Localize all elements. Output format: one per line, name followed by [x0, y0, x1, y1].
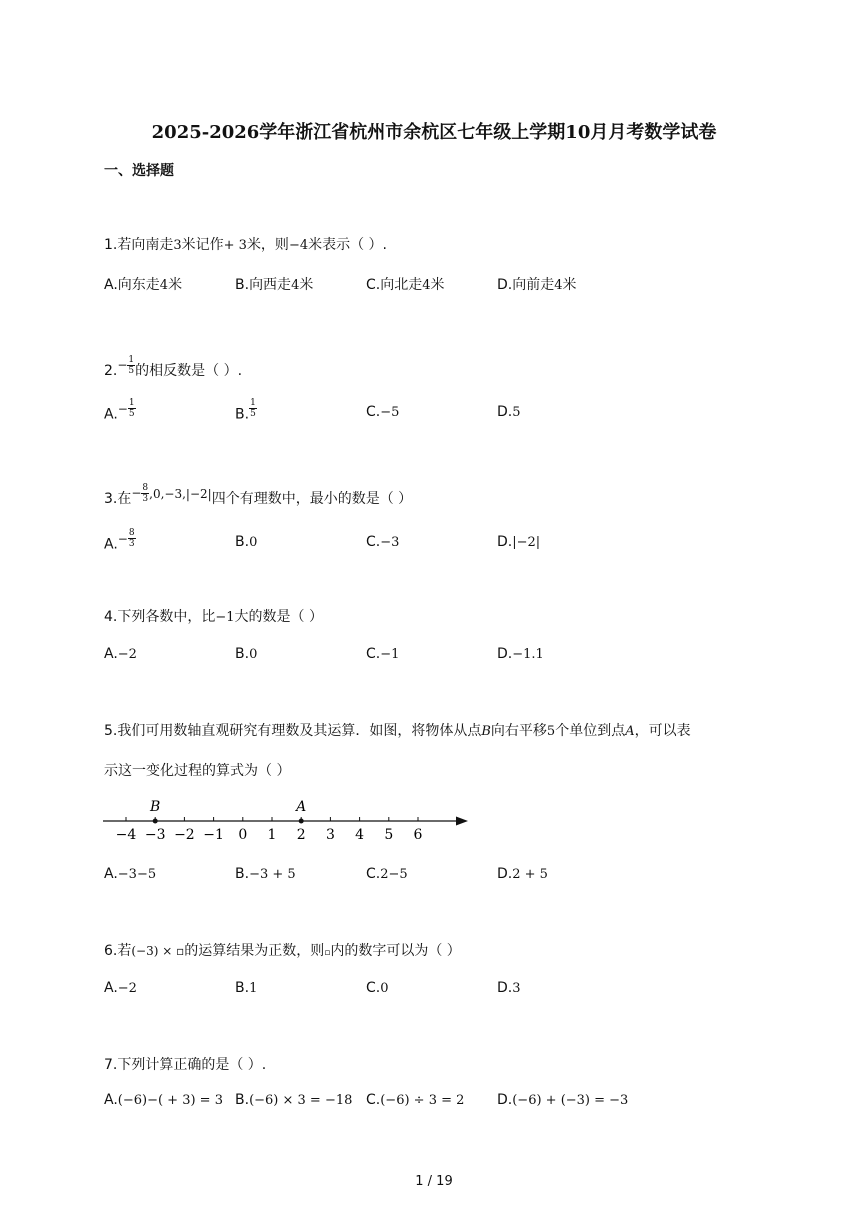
q3-option-a[interactable]: A.− $\frac{8}{3}$	[104, 528, 135, 553]
q3-option-b[interactable]: B.0	[235, 534, 258, 550]
question-2: 2.− $\frac{1}{5}$ 的相反数是（ ）.	[104, 354, 243, 379]
q2-option-b[interactable]: B. $\frac{1}{5}$	[235, 398, 256, 423]
q5-option-c[interactable]: C.2−5	[366, 866, 408, 882]
point-b-dot	[153, 819, 158, 824]
question-3: 3.在− $\frac{8}{3}$ ,0,−3,|−2|四个有理数中，最小的数是（ ）	[104, 482, 413, 507]
axis-tick-label: −4	[115, 827, 137, 843]
axis-tick-label: 6	[413, 827, 423, 843]
question-4: 4.下列各数中，比−1大的数是（ ）	[104, 609, 323, 625]
axis-tick-label: 2	[296, 827, 306, 843]
number-line-figure	[100, 795, 480, 847]
page-title: 2025-2026学年浙江省杭州市余杭区七年级上学期10月月考数学试卷	[151, 122, 717, 143]
axis-tick-label: 0	[238, 827, 248, 843]
q1-option-d[interactable]: D.向前走4米	[497, 277, 577, 293]
q4-option-d[interactable]: D.−1.1	[497, 646, 544, 662]
axis-tick-label: 1	[267, 827, 277, 843]
q3-option-c[interactable]: C.−3	[366, 534, 400, 550]
axis-tick-label: −1	[203, 827, 224, 843]
q6-option-a[interactable]: A.−2	[104, 980, 137, 996]
point-b-label: B	[150, 799, 161, 815]
axis-tick-label: −2	[174, 827, 195, 843]
q1-option-c[interactable]: C.向北走4米	[366, 277, 445, 293]
q2-option-a[interactable]: A.− $\frac{1}{5}$	[104, 398, 135, 423]
q4-option-a[interactable]: A.−2	[104, 646, 137, 662]
q6-option-b[interactable]: B.1	[235, 980, 258, 996]
q4-option-c[interactable]: C.−1	[366, 646, 400, 662]
axis-tick-label: 3	[325, 827, 335, 843]
question-5: 5.我们可用数轴直观研究有理数及其运算．如图，将物体从点B向右平移5个单位到点A，可以表	[104, 723, 691, 739]
axis-arrow	[456, 817, 468, 826]
q6-option-d[interactable]: D.3	[497, 980, 521, 996]
fraction: $\frac{1}{5}$	[128, 354, 135, 376]
question-7: 7.下列计算正确的是（ ）.	[104, 1057, 267, 1073]
q3-option-d[interactable]: D.|−2|	[497, 534, 541, 550]
question-6: 6.若(−3) × ▫的运算结果为正数，则▫内的数字可以为（ ）	[104, 943, 461, 959]
point-a-label: A	[296, 799, 307, 815]
q7-option-a[interactable]: A.(−6)−( + 3) = 3	[104, 1092, 223, 1108]
page-number: 1 / 19	[415, 1174, 453, 1189]
q1-option-b[interactable]: B.向西走4米	[235, 277, 314, 293]
section-heading: 一、选择题	[104, 163, 174, 179]
q6-option-c[interactable]: C.0	[366, 980, 389, 996]
q2-option-d[interactable]: D.5	[497, 404, 521, 420]
q5-option-b[interactable]: B.−3 + 5	[235, 866, 296, 882]
q7-option-b[interactable]: B.(−6) × 3 = −18	[235, 1092, 353, 1108]
q5-option-a[interactable]: A.−3−5	[104, 866, 157, 882]
point-a-dot	[299, 819, 304, 824]
axis-tick-label: 4	[355, 827, 365, 843]
q1-option-a[interactable]: A.向东走4米	[104, 277, 183, 293]
q2-option-c[interactable]: C.−5	[366, 404, 400, 420]
axis-tick-label: 5	[384, 827, 394, 843]
q7-option-d[interactable]: D.(−6) + (−3) = −3	[497, 1092, 629, 1108]
q5-option-d[interactable]: D.2 + 5	[497, 866, 548, 882]
question-5-line-2: 示这一变化过程的算式为（ ）	[104, 763, 291, 779]
axis-tick-label: −3	[144, 827, 166, 843]
q7-option-c[interactable]: C.(−6) ÷ 3 = 2	[366, 1092, 465, 1108]
q4-option-b[interactable]: B.0	[235, 646, 258, 662]
question-1: 1.若向南走3米记作+ 3米，则−4米表示（ ）.	[104, 237, 388, 253]
